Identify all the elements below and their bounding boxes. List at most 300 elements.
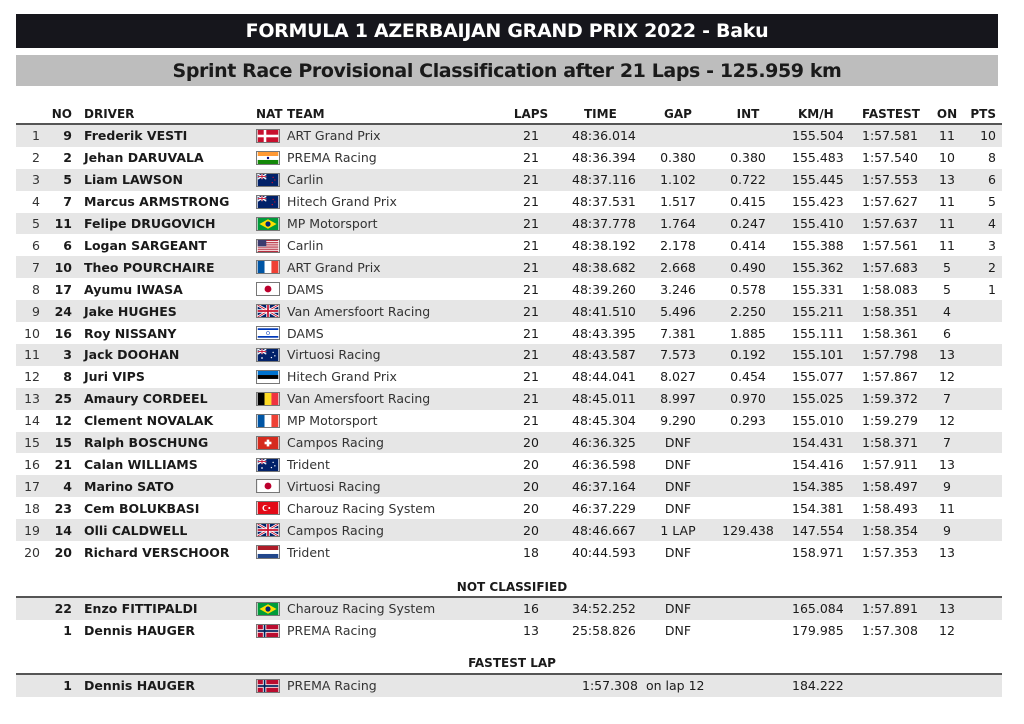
cell-no: 21 xyxy=(54,456,72,472)
fastest-lap-team: PREMA Racing xyxy=(287,678,377,694)
table-row xyxy=(16,125,1002,147)
cell-laps: 21 xyxy=(523,194,539,210)
cell-on: 7 xyxy=(943,391,951,407)
cell-on: 13 xyxy=(939,601,955,617)
cell-kmh: 155.483 xyxy=(792,150,844,166)
cell-kmh: 154.431 xyxy=(792,435,844,451)
cell-gap: 7.573 xyxy=(660,347,696,363)
table-row xyxy=(16,322,1002,344)
cell-pos: 15 xyxy=(24,435,40,451)
flag-icon xyxy=(256,151,280,165)
cell-pos: 16 xyxy=(24,456,40,472)
cell-team: DAMS xyxy=(287,325,324,341)
cell-fastest: 1:58.351 xyxy=(862,303,918,319)
fastest-lap-row xyxy=(16,675,1002,697)
cell-kmh: 158.971 xyxy=(792,544,844,560)
cell-team: Virtuosi Racing xyxy=(287,478,381,494)
cell-pts: 5 xyxy=(988,194,996,210)
cell-pos: 19 xyxy=(24,522,40,538)
cell-driver: Roy NISSANY xyxy=(84,325,177,341)
cell-pos xyxy=(16,598,40,620)
cell-time: 48:46.667 xyxy=(572,522,636,538)
cell-pts xyxy=(970,497,996,519)
cell-team: Trident xyxy=(287,544,330,560)
cell-time: 46:37.164 xyxy=(572,478,636,494)
table-row xyxy=(16,300,1002,322)
cell-time: 40:44.593 xyxy=(572,544,636,560)
cell-laps: 21 xyxy=(523,281,539,297)
cell-on: 9 xyxy=(943,522,951,538)
table-row xyxy=(16,475,1002,497)
cell-gap: 5.496 xyxy=(660,303,696,319)
cell-no: 2 xyxy=(63,150,72,166)
flag-icon xyxy=(256,370,280,384)
cell-no: 16 xyxy=(54,325,72,341)
cell-on: 10 xyxy=(939,150,955,166)
table-row xyxy=(16,235,1002,257)
flag-icon xyxy=(256,523,280,537)
col-fastest: FASTEST xyxy=(862,107,920,121)
flag-icon xyxy=(256,260,280,274)
cell-time: 48:36.014 xyxy=(572,128,636,144)
cell-team: Trident xyxy=(287,456,330,472)
cell-pos: 8 xyxy=(32,281,40,297)
cell-driver: Theo POURCHAIRE xyxy=(84,259,215,275)
cell-laps: 21 xyxy=(523,303,539,319)
cell-pts xyxy=(970,620,996,642)
cell-pos: 2 xyxy=(32,150,40,166)
flag-icon xyxy=(256,392,280,406)
cell-pos: 7 xyxy=(32,259,40,275)
cell-gap: DNF xyxy=(664,500,692,516)
col-on: ON xyxy=(936,107,958,121)
cell-fastest: 1:59.279 xyxy=(862,413,918,429)
cell-time: 48:43.395 xyxy=(572,325,636,341)
flag-icon xyxy=(256,545,280,559)
cell-int: 0.192 xyxy=(730,347,766,363)
cell-laps: 21 xyxy=(523,347,539,363)
cell-driver: Olli CALDWELL xyxy=(84,522,188,538)
cell-fastest: 1:57.683 xyxy=(862,259,918,275)
cell-team: Virtuosi Racing xyxy=(287,347,381,363)
cell-pts: 4 xyxy=(988,216,996,232)
cell-pos: 10 xyxy=(24,325,40,341)
cell-int xyxy=(716,541,780,563)
cell-driver: Amaury CORDEEL xyxy=(84,391,208,407)
cell-fastest: 1:57.553 xyxy=(862,172,918,188)
cell-pts: 6 xyxy=(988,172,996,188)
cell-laps: 20 xyxy=(523,522,539,538)
cell-on: 7 xyxy=(943,435,951,451)
cell-kmh: 155.211 xyxy=(792,303,844,319)
cell-driver: Jehan DARUVALA xyxy=(84,150,204,166)
cell-on: 5 xyxy=(943,281,951,297)
cell-pos: 17 xyxy=(24,478,40,494)
cell-kmh: 155.077 xyxy=(792,369,844,385)
cell-driver: Dennis HAUGER xyxy=(84,623,196,639)
cell-driver: Felipe DRUGOVICH xyxy=(84,216,216,232)
cell-kmh: 155.101 xyxy=(792,347,844,363)
cell-int: 0.490 xyxy=(730,259,766,275)
table-row xyxy=(16,598,1002,620)
fastest-lap-kmh: 184.222 xyxy=(792,678,844,694)
cell-fastest: 1:58.083 xyxy=(862,281,918,297)
cell-driver: Marino SATO xyxy=(84,478,175,494)
cell-team: Campos Racing xyxy=(287,522,384,538)
cell-fastest: 1:59.372 xyxy=(862,391,918,407)
cell-gap: 1.764 xyxy=(660,216,696,232)
cell-int: 0.970 xyxy=(730,391,766,407)
cell-no: 6 xyxy=(63,237,72,253)
cell-time: 46:36.598 xyxy=(572,456,636,472)
cell-int xyxy=(716,454,780,476)
col-nat: NAT xyxy=(256,107,283,121)
cell-laps: 21 xyxy=(523,259,539,275)
cell-no: 4 xyxy=(63,478,72,494)
cell-on: 13 xyxy=(939,456,955,472)
flag-icon xyxy=(256,239,280,253)
cell-kmh: 155.504 xyxy=(792,128,844,144)
cell-fastest: 1:58.493 xyxy=(862,500,918,516)
cell-driver: Enzo FITTIPALDI xyxy=(84,601,198,617)
cell-fastest: 1:57.540 xyxy=(862,150,918,166)
cell-on: 13 xyxy=(939,544,955,560)
cell-no: 25 xyxy=(54,391,72,407)
cell-team: MP Motorsport xyxy=(287,216,378,232)
cell-pts xyxy=(970,410,996,432)
cell-on: 11 xyxy=(939,216,955,232)
cell-pts: 3 xyxy=(988,237,996,253)
cell-laps: 21 xyxy=(523,150,539,166)
table-header xyxy=(16,106,1002,122)
cell-driver: Cem BOLUKBASI xyxy=(84,500,200,516)
cell-pos: 12 xyxy=(24,369,40,385)
cell-laps: 20 xyxy=(523,478,539,494)
cell-team: DAMS xyxy=(287,281,324,297)
cell-time: 48:41.510 xyxy=(572,303,636,319)
cell-pts xyxy=(970,519,996,541)
cell-team: Charouz Racing System xyxy=(287,500,436,516)
flag-icon xyxy=(256,679,280,693)
cell-time: 34:52.252 xyxy=(572,601,636,617)
cell-driver: Jake HUGHES xyxy=(84,303,177,319)
cell-driver: Ralph BOSCHUNG xyxy=(84,435,209,451)
cell-fastest: 1:57.561 xyxy=(862,237,918,253)
cell-int: 0.722 xyxy=(730,172,766,188)
cell-time: 48:45.304 xyxy=(572,413,636,429)
cell-time: 48:38.682 xyxy=(572,259,636,275)
cell-fastest: 1:57.798 xyxy=(862,347,918,363)
cell-driver: Jack DOOHAN xyxy=(84,347,180,363)
col-no: NO xyxy=(51,107,72,121)
cell-laps: 21 xyxy=(523,413,539,429)
col-team: TEAM xyxy=(287,107,325,121)
cell-team: Hitech Grand Prix xyxy=(287,194,397,210)
cell-pts xyxy=(970,366,996,388)
table-row xyxy=(16,432,1002,454)
cell-time: 48:37.778 xyxy=(572,216,636,232)
cell-time: 48:45.011 xyxy=(572,391,636,407)
cell-pos: 20 xyxy=(24,544,40,560)
cell-driver: Calan WILLIAMS xyxy=(84,456,198,472)
cell-laps: 18 xyxy=(523,544,539,560)
flag-icon xyxy=(256,624,280,638)
cell-on: 11 xyxy=(939,237,955,253)
cell-no: 20 xyxy=(54,544,72,560)
fastest-lap-no: 1 xyxy=(63,678,72,694)
event-title-banner xyxy=(16,14,998,48)
cell-no: 8 xyxy=(63,369,72,385)
cell-pts xyxy=(970,454,996,476)
cell-gap: 8.997 xyxy=(660,391,696,407)
cell-driver: Ayumu IWASA xyxy=(84,281,183,297)
table-row xyxy=(16,410,1002,432)
table-row xyxy=(16,366,1002,388)
cell-kmh: 155.025 xyxy=(792,391,844,407)
flag-icon xyxy=(256,195,280,209)
cell-on: 13 xyxy=(939,347,955,363)
cell-fastest: 1:57.627 xyxy=(862,194,918,210)
cell-gap: 0.380 xyxy=(660,150,696,166)
cell-pts xyxy=(970,432,996,454)
cell-pos: 6 xyxy=(32,237,40,253)
cell-pts xyxy=(970,322,996,344)
cell-int: 0.380 xyxy=(730,150,766,166)
table-row xyxy=(16,388,1002,410)
cell-kmh: 155.388 xyxy=(792,237,844,253)
cell-pts xyxy=(970,475,996,497)
cell-gap: 1.517 xyxy=(660,194,696,210)
cell-no: 12 xyxy=(54,413,72,429)
cell-fastest: 1:57.581 xyxy=(862,128,918,144)
cell-team: Hitech Grand Prix xyxy=(287,369,397,385)
cell-int xyxy=(716,125,780,147)
cell-laps: 21 xyxy=(523,172,539,188)
cell-pos: 9 xyxy=(32,303,40,319)
cell-driver: Clement NOVALAK xyxy=(84,413,214,429)
cell-no: 23 xyxy=(54,500,72,516)
cell-no: 17 xyxy=(54,281,72,297)
cell-on: 11 xyxy=(939,500,955,516)
cell-int: 2.250 xyxy=(730,303,766,319)
col-time: TIME xyxy=(584,107,617,121)
cell-no: 10 xyxy=(54,259,72,275)
cell-team: ART Grand Prix xyxy=(287,259,381,275)
cell-pts: 2 xyxy=(988,259,996,275)
cell-gap: 1.102 xyxy=(660,172,696,188)
cell-laps: 13 xyxy=(523,623,539,639)
cell-fastest: 1:57.353 xyxy=(862,544,918,560)
cell-fastest: 1:57.911 xyxy=(862,456,918,472)
cell-gap: DNF xyxy=(664,623,692,639)
cell-no: 5 xyxy=(63,172,72,188)
table-row xyxy=(16,344,1002,366)
cell-pos: 13 xyxy=(24,391,40,407)
table-row xyxy=(16,191,1002,213)
flag-icon xyxy=(256,129,280,143)
cell-on: 5 xyxy=(943,259,951,275)
cell-gap: 1 LAP xyxy=(660,522,696,538)
cell-driver: Liam LAWSON xyxy=(84,172,184,188)
cell-kmh: 147.554 xyxy=(792,522,844,538)
flag-icon xyxy=(256,501,280,515)
cell-pos: 3 xyxy=(32,172,40,188)
cell-on: 11 xyxy=(939,128,955,144)
cell-gap: DNF xyxy=(664,544,692,560)
flag-icon xyxy=(256,458,280,472)
cell-no: 1 xyxy=(63,623,72,639)
cell-laps: 21 xyxy=(523,391,539,407)
cell-laps: 21 xyxy=(523,237,539,253)
cell-on: 13 xyxy=(939,172,955,188)
cell-laps: 21 xyxy=(523,325,539,341)
cell-on: 12 xyxy=(939,369,955,385)
cell-gap: DNF xyxy=(664,601,692,617)
cell-no: 9 xyxy=(63,128,72,144)
cell-time: 48:43.587 xyxy=(572,347,636,363)
table-row xyxy=(16,519,1002,541)
cell-laps: 21 xyxy=(523,216,539,232)
table-row xyxy=(16,169,1002,191)
cell-no: 3 xyxy=(63,347,72,363)
fastest-lap-time: 1:57.308 xyxy=(582,678,638,694)
cell-laps: 20 xyxy=(523,435,539,451)
flag-icon xyxy=(256,282,280,296)
table-row xyxy=(16,541,1002,563)
cell-gap: 3.246 xyxy=(660,281,696,297)
cell-team: Charouz Racing System xyxy=(287,601,436,617)
col-driver: DRIVER xyxy=(84,107,135,121)
cell-time: 48:37.531 xyxy=(572,194,636,210)
cell-fastest: 1:57.308 xyxy=(862,623,918,639)
cell-fastest: 1:58.361 xyxy=(862,325,918,341)
cell-int: 0.414 xyxy=(730,237,766,253)
flag-icon xyxy=(256,602,280,616)
cell-pos: 14 xyxy=(24,413,40,429)
cell-kmh: 165.084 xyxy=(792,601,844,617)
cell-pts xyxy=(970,300,996,322)
flag-icon xyxy=(256,436,280,450)
cell-pts: 10 xyxy=(980,128,996,144)
cell-pts: 8 xyxy=(988,150,996,166)
cell-int xyxy=(716,432,780,454)
cell-gap: DNF xyxy=(664,456,692,472)
cell-int: 0.247 xyxy=(730,216,766,232)
cell-team: PREMA Racing xyxy=(287,150,377,166)
cell-time: 46:36.325 xyxy=(572,435,636,451)
cell-team: PREMA Racing xyxy=(287,623,377,639)
event-title: FORMULA 1 AZERBAIJAN GRAND PRIX 2022 - Baku xyxy=(245,20,769,42)
cell-pts xyxy=(970,344,996,366)
cell-fastest: 1:57.867 xyxy=(862,369,918,385)
table-row xyxy=(16,256,1002,278)
col-int: INT xyxy=(736,107,760,121)
cell-pos: 18 xyxy=(24,500,40,516)
cell-time: 48:38.192 xyxy=(572,237,636,253)
cell-time: 25:58.826 xyxy=(572,623,636,639)
cell-fastest: 1:58.354 xyxy=(862,522,918,538)
cell-int: 1.885 xyxy=(730,325,766,341)
cell-int: 0.293 xyxy=(730,413,766,429)
cell-int: 0.578 xyxy=(730,281,766,297)
cell-fastest: 1:57.637 xyxy=(862,216,918,232)
cell-on: 11 xyxy=(939,194,955,210)
flag-icon xyxy=(256,173,280,187)
flag-icon xyxy=(256,414,280,428)
cell-kmh: 155.410 xyxy=(792,216,844,232)
cell-kmh: 155.362 xyxy=(792,259,844,275)
cell-time: 46:37.229 xyxy=(572,500,636,516)
cell-pts xyxy=(970,541,996,563)
fastest-lap-title: FASTEST LAP xyxy=(468,656,556,670)
cell-pts: 1 xyxy=(988,281,996,297)
cell-pos xyxy=(16,620,40,642)
cell-laps: 20 xyxy=(523,456,539,472)
table-row xyxy=(16,278,1002,300)
cell-kmh: 155.445 xyxy=(792,172,844,188)
table-row xyxy=(16,147,1002,169)
cell-no: 14 xyxy=(54,522,72,538)
fastest-lap-on-lap: on lap 12 xyxy=(646,678,705,694)
col-pts: PTS xyxy=(970,107,996,121)
cell-pts xyxy=(970,598,996,620)
cell-team: Campos Racing xyxy=(287,435,384,451)
cell-time: 48:39.260 xyxy=(572,281,636,297)
cell-pos: 11 xyxy=(24,347,40,363)
cell-fastest: 1:58.497 xyxy=(862,478,918,494)
cell-pos: 1 xyxy=(32,128,40,144)
cell-driver: Frederik VESTI xyxy=(84,128,188,144)
cell-fastest: 1:58.371 xyxy=(862,435,918,451)
cell-no: 11 xyxy=(54,216,72,232)
cell-gap: 7.381 xyxy=(660,325,696,341)
cell-fastest: 1:57.891 xyxy=(862,601,918,617)
not-classified-title: NOT CLASSIFIED xyxy=(456,580,568,594)
cell-kmh: 155.331 xyxy=(792,281,844,297)
cell-no: 15 xyxy=(54,435,72,451)
table-row xyxy=(16,497,1002,519)
fastest-lap-driver: Dennis HAUGER xyxy=(84,678,196,694)
cell-team: Van Amersfoort Racing xyxy=(287,391,431,407)
session-subtitle-banner xyxy=(16,55,998,86)
cell-on: 12 xyxy=(939,623,955,639)
cell-time: 48:36.394 xyxy=(572,150,636,166)
cell-team: ART Grand Prix xyxy=(287,128,381,144)
flag-icon xyxy=(256,326,280,340)
cell-int xyxy=(716,475,780,497)
cell-laps: 20 xyxy=(523,500,539,516)
cell-gap: DNF xyxy=(664,478,692,494)
col-kmh: KM/H xyxy=(798,107,834,121)
table-row xyxy=(16,620,1002,642)
cell-int: 0.454 xyxy=(730,369,766,385)
flag-icon xyxy=(256,479,280,493)
col-laps: LAPS xyxy=(513,107,549,121)
cell-gap: 8.027 xyxy=(660,369,696,385)
cell-kmh: 155.423 xyxy=(792,194,844,210)
cell-gap: DNF xyxy=(664,435,692,451)
cell-int xyxy=(716,598,780,620)
cell-kmh: 155.010 xyxy=(792,413,844,429)
flag-icon xyxy=(256,304,280,318)
cell-team: Carlin xyxy=(287,237,324,253)
cell-gap xyxy=(656,125,700,147)
cell-on: 9 xyxy=(943,478,951,494)
cell-no: 24 xyxy=(54,303,72,319)
cell-int xyxy=(716,620,780,642)
cell-pos: 4 xyxy=(32,194,40,210)
table-row xyxy=(16,454,1002,476)
